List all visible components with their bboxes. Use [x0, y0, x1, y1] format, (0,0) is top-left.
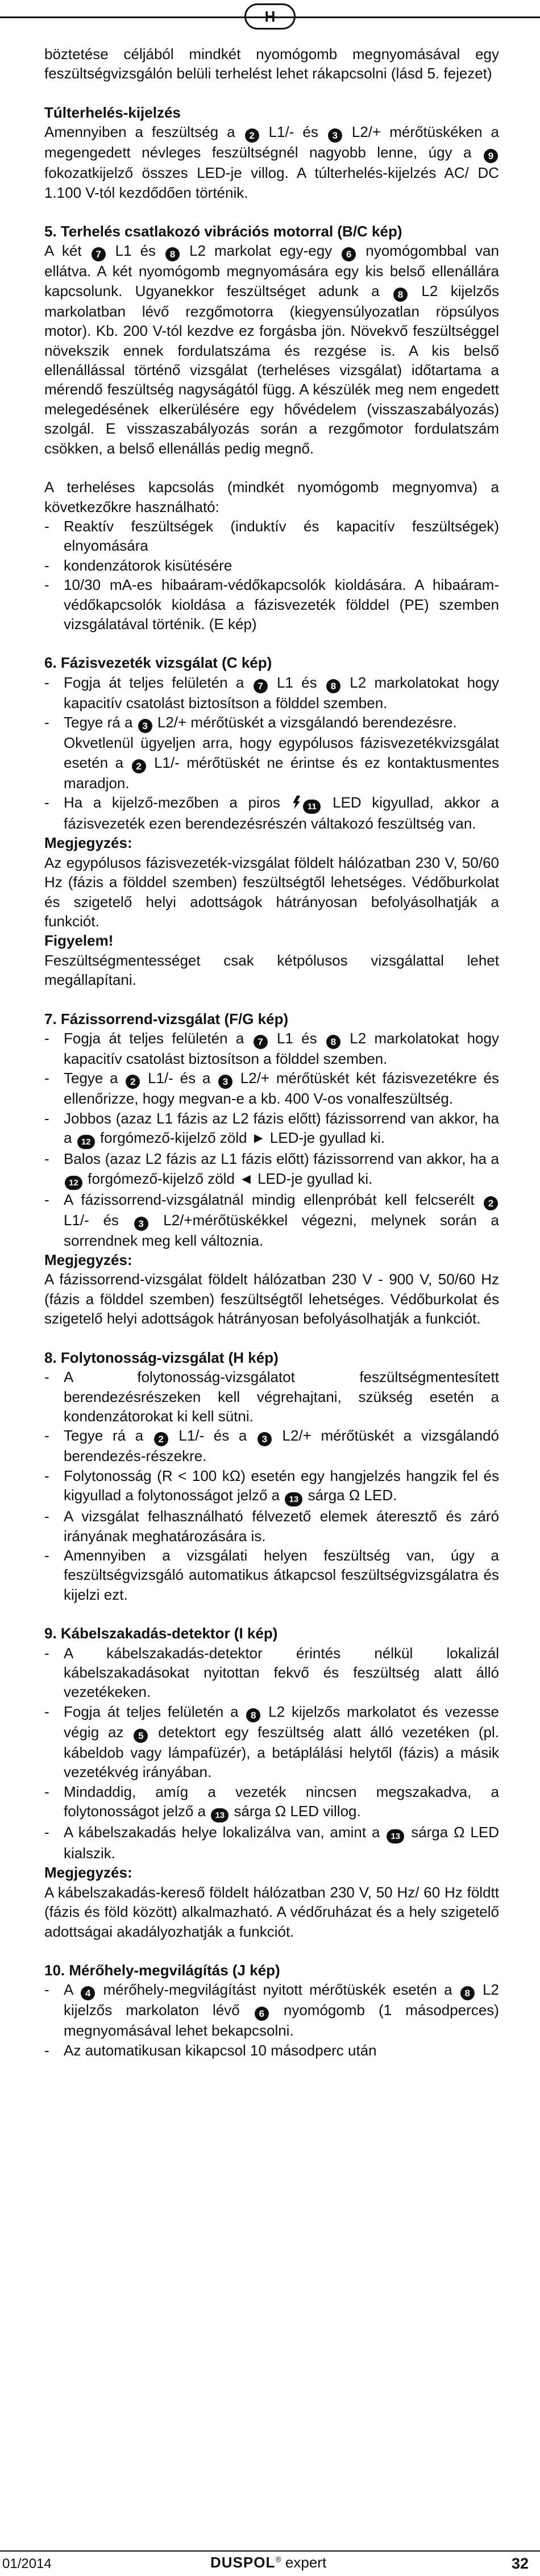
list-item: - A fázissorrend-vizsgálatnál mindig ellenpróbát kell felcserélt 2 L1/- és 3 L2/+mérőtüskékkel végezni, melynek során a sorrendnek meg kell változnia. [44, 1191, 499, 1249]
page-footer [0, 2550, 540, 2576]
note-heading: Megjegyzés: [44, 1251, 132, 1269]
ref-number-icon: 7 [92, 247, 106, 261]
list-item: - Amennyiben a vizsgálati helyen feszültség van, úgy a feszültségvizsgáló automatikus átkapcsol feszültségvizsgálatra és kijelzi ezt. [44, 1546, 499, 1603]
list-item: - Jobbos (azaz L1 fázis az L2 fázis előtt) fázissorrend van akkor, ha a 12 forgómező-kijelző zöld ► LED-je gyullad ki. [44, 1109, 499, 1149]
section-5-heading: 5. Terhelés csatlakozó vibrációs motorral (B/C kép) [44, 223, 402, 240]
ref-number-icon: 7 [254, 679, 268, 693]
list-item: - Balos (azaz L2 fázis az L1 fázis előtt) fázissorrend van akkor, ha a 12 forgómező-kijelző zöld ◄ LED-je gyullad ki. [44, 1149, 499, 1189]
overvoltage-heading: Túlterhelés-kijelzés [44, 103, 181, 121]
list-item: - Mindaddig, amíg a vezeték nincsen megszakadva, a folytonosságot jelző a 13 sárga Ω LED villog. [44, 1782, 499, 1822]
language-badge: H [244, 3, 296, 30]
list-item: - A 4 mérőhely-megvilágítást nyitott mérőtüskék esetén a 8 L2 kijelzős markolaton lévő 6 nyomógomb (1 másodperces) megnyomásával lehet bekapcsolni. [44, 1981, 499, 2040]
ref-number-icon: 2 [154, 1432, 168, 1446]
ref-number-icon: 5 [134, 1729, 148, 1743]
ref-number-icon: 6 [342, 247, 356, 261]
list-item: - A kábelszakadás-detektor érintés nélkül lokalizál kábelszakadásokat nyitottan fekvő és feszültség alatt álló vezetékeken. [44, 1644, 499, 1701]
list-item: - Tegye rá a 2 L1/- és a 3 L2/+ mérőtüskét a vizsgálandó berendezés-részekre. [44, 1427, 500, 1465]
page-number: 32 [511, 2555, 529, 2572]
section-6-caution: Okvetlenül ügyeljen arra, hogy egypólusos fázisvezetékvizsgálat esetén a 2 L1/- mérőtüskét ne érintse és ez kontaktusmentes maradjon. [64, 734, 499, 792]
list-item: - Fogja át teljes felületén a 7 L1 és 8 L2 markolatokat hogy kapacitív csatolást biztosítson a földdel szemben. [44, 1030, 499, 1068]
ref-number-icon: 8 [393, 288, 408, 302]
ref-number-icon: 3 [218, 1075, 232, 1089]
ref-number-icon: 11 [303, 800, 321, 814]
footer-brand: DUSPOL® expert [210, 2554, 327, 2571]
section-6-heading: 6. Fázisvezeték vizsgálat (C kép) [44, 654, 272, 672]
warning-text: Feszültségmentességet csak kétpólusos vizsgálattal lehet megállapítani. [44, 951, 499, 989]
list-item: - A vizsgálat felhasználható félvezető elemek áteresztő és záró irányának meghatározására is. [44, 1508, 499, 1545]
section-7-heading: 7. Fázissorrend-vizsgálat (F/G kép) [44, 1010, 289, 1027]
note-heading: Megjegyzés: [44, 834, 132, 852]
ref-number-icon: 8 [246, 1708, 260, 1722]
list-item: - kondenzátorok kisütésére [44, 556, 232, 574]
list-item: - Fogja át teljes felületén a 7 L1 és 8 L2 markolatokat hogy kapacitív csatolást biztosítson a földdel szemben. [44, 673, 499, 711]
document-body [44, 44, 499, 2060]
list-item: - Folytonosság (R < 100 kΩ) esetén egy hangjelzés hangzik fel és kigyullad a folytonosságot jelző a 13 sárga Ω LED. [44, 1466, 499, 1507]
list-item: - Fogja át teljes felületén a 8 L2 kijelzős markolatot és vezesse végig az 5 detektort egy feszültség alatt álló vezetéken (pl. kábeldob vagy lámpafüzér), a betáplálási helytől (fázis) a másik vezetékvég irányában. [44, 1703, 499, 1781]
ref-number-icon: 8 [326, 679, 340, 693]
list-item: - Az automatikusan kikapcsol 10 másodperc után [44, 2041, 377, 2059]
list-item: - A folytonosság-vizsgálatot feszültségmentesített berendezésrészeken kell végrehajtani, szükség esetén a kondenzátorokat ki kell sütni. [44, 1368, 499, 1425]
note-heading: Megjegyzés: [44, 1864, 132, 1882]
list-item: - Reaktív feszültségek (induktív és kapacitív feszültségek) elnyomására [44, 517, 499, 555]
warning-heading: Figyelem! [44, 932, 114, 950]
ref-number-icon: 12 [77, 1135, 95, 1149]
ref-number-icon: 6 [255, 2007, 269, 2021]
ref-number-icon: 8 [326, 1035, 340, 1049]
ref-number-icon: 2 [126, 1075, 140, 1089]
footer-date: 01/2014 [2, 2556, 52, 2571]
list-item: - 10/30 mA-es hibaáram-védőkapcsolók kioldására. A hibaáram-védőkapcsolók kioldása a fázisvezeték földdel (PE) szemben vizsgálatával történik. (E kép) [44, 576, 499, 632]
list-item: - Ha a kijelző-mezőben a piros 11 LED kigyullad, akkor a fázisvezeték ezen berendezésrészén váltakozó feszültség van. [44, 793, 499, 832]
list-item: - Tegye rá a 3 L2/+ mérőtüskét a vizsgálandó berendezésre. [44, 713, 499, 733]
section-8-heading: 8. Folytonosság-vizsgálat (H kép) [44, 1349, 279, 1366]
list-item: - A kábelszakadás helye lokalizálva van, amint a 13 sárga Ω LED kialszik. [44, 1824, 499, 1862]
ref-number-icon: 9 [484, 149, 498, 163]
note-text: A fázissorrend-vizsgálat földelt hálózatban 230 V - 900 V, 50/60 Hz (fázis a földdel szemben) feszültségtől lehetséges. Védőburkolat és szigetelő helyi adottságok hátrányosan befolyásolhatják a funkciót. [44, 1271, 499, 1327]
ref-number-icon: 7 [254, 1035, 268, 1049]
note-text: Az egypólusos fázisvezeték-vizsgálat földelt hálózatban 230 V, 50/60 Hz (fázis a földdel szemben) feszültségtől lehetséges. Védőburkolat és szigetelő helyi adottságok hátrányosan befolyásolhatják a funkciót. [44, 854, 499, 930]
section-10-heading: 10. Mérőhely-megvilágítás (J kép) [44, 1962, 280, 1979]
ref-number-icon: 2 [484, 1196, 498, 1210]
ref-number-icon: 8 [165, 247, 180, 261]
ref-number-icon: 12 [65, 1176, 82, 1190]
section-9-heading: 9. Kábelszakadás-detektor (I kép) [44, 1625, 278, 1642]
intro-paragraph: böztetése céljából mindkét nyomógomb megnyomásával egy feszültségvizsgálón belüli terhelést lehet rákapcsolni (lásd 5. fejezet) [44, 45, 499, 82]
section-5-paragraph: A két 7 L1 és 8 L2 markolat egy-egy 6 nyomógombbal van ellátva. A két nyomógomb megnyomására egy kis belső ellenállára kapcsolunk. Ugyanekkor feszültséget adunk a 8 L2 kijelzős markolatban lévő rezgőmotorra (kiegyensúlyozatlan röpsúlyos motor). Kb. 200 V-tól kezdve ez forgásba jön. Növekvő feszültséggel növekszik ennek fordulatszáma és rezgése is. A kis belső ellenállással történő vizsgálat (terheléses vizsgálat) időtartama a mérendő feszültség nagyságától függ. A készülék meg nem engedett melegedésének elkerülésére egy hővédelem (visszaszabályozás) szolgál. E visszaszabályozás során a rezgőmotor fordulatszám csökken, a belső ellenállás pedig megnő. [44, 242, 499, 457]
ref-number-icon: 13 [387, 1829, 404, 1843]
note-text: A kábelszakadás-kereső földelt hálózatban 230 V, 50 Hz/ 60 Hz földtt (fázis és föld között) alkalmazható. A védőruházat és a hely szigetelő adottságai akadályozhatják a funkciót. [44, 1883, 499, 1940]
ref-number-icon: 13 [211, 1808, 229, 1822]
ref-number-icon: 3 [138, 719, 152, 733]
footer-rule [0, 2550, 540, 2552]
overvoltage-paragraph: Amennyiben a feszültség a 2 L1/- és 3 L2/+ mérőtüskéken a megengedett névleges feszültségnél nagyobb lenne, úgy a 9 fokozatkijelző összes LED-je villog. A túlterhelés-kijelzés AC/ DC 1.100 V-tól kezdődően történik. [44, 123, 499, 201]
list-item: - Tegye a 2 L1/- és a 3 L2/+ mérőtüskét két fázisvezetékre és ellenőrizze, hogy megvan-e a kb. 400 V-os vonalfeszültség. [44, 1069, 499, 1108]
ref-number-icon: 8 [460, 1986, 475, 2000]
ref-number-icon: 2 [245, 128, 259, 143]
ref-number-icon: 4 [81, 1986, 95, 2000]
lightning-bolt-icon [292, 796, 300, 809]
section-5-uses-intro: A terheléses kapcsolás (mindkét nyomógomb megnyomva) a következőkre használható: [44, 478, 499, 515]
ref-number-icon: 3 [134, 1217, 148, 1231]
ref-number-icon: 2 [132, 759, 146, 773]
ref-number-icon: 3 [328, 128, 342, 143]
ref-number-icon: 3 [257, 1432, 272, 1446]
ref-number-icon: 13 [285, 1492, 302, 1507]
